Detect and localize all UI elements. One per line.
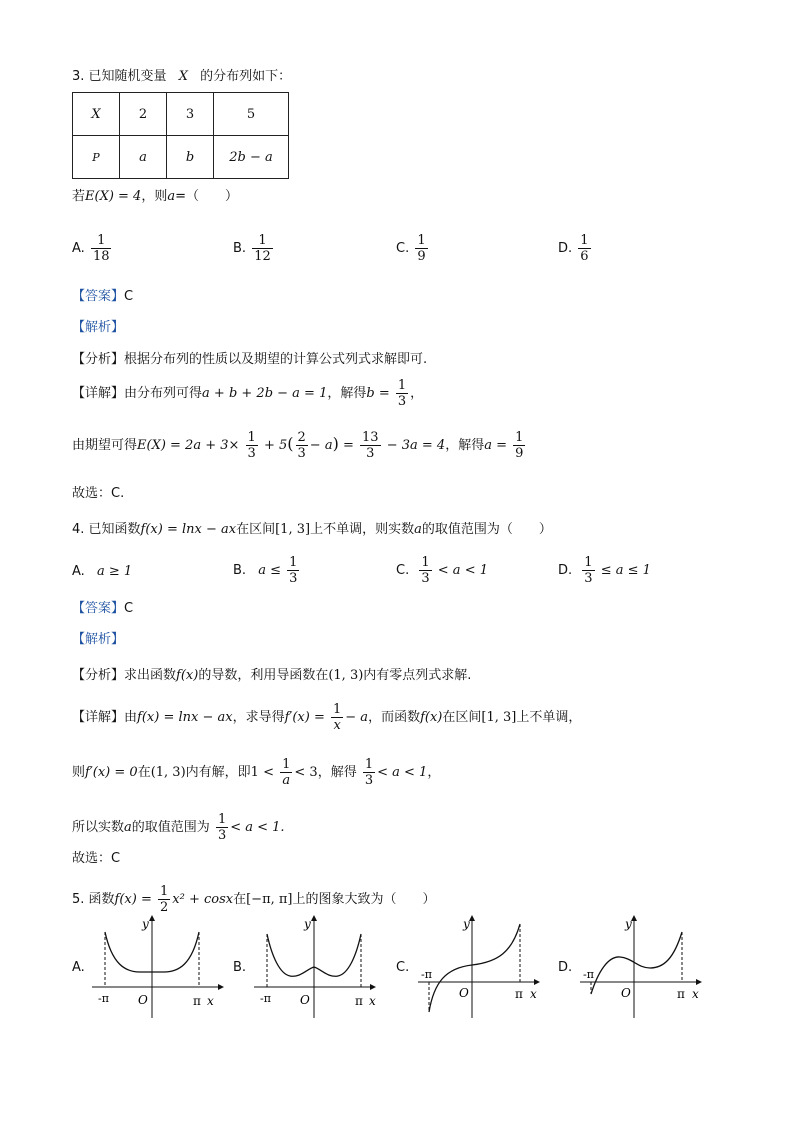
q5-interval: [−π, π] [246,892,293,907]
xj-text: 则 [72,765,86,780]
origin-label: O [300,993,310,1007]
xj-eq: 1 < [250,765,274,780]
frac-num: 13 [362,430,379,445]
answer-value: C [124,601,134,616]
xj-eq: < a < 1. [230,820,285,835]
q3-fenxi [72,351,427,369]
table-row [73,136,289,179]
y-label: y [142,917,149,931]
frac-num: 1 [247,430,256,445]
frac-num: 1 [160,884,169,899]
x-label: x [530,987,537,1001]
table-cell: 2 [120,93,167,136]
q3-var: X [178,69,188,84]
xj-eq: f′(x) = 0 [85,765,138,780]
xj-text: ， [427,765,441,780]
q4-fenxi [72,667,471,685]
frac-den: 3 [421,571,430,586]
q4-option-c[interactable] [396,555,488,586]
q3-cond-pre: 若 [72,189,86,204]
x-axis-arrow [218,984,224,990]
q4-stem [72,521,552,539]
xj-text: ， [410,386,424,401]
q3-analysis [72,319,124,337]
q5-graph-d[interactable] [578,912,713,1020]
frac-den: 3 [217,828,227,843]
q4-stem-text: 4. 已知函数 [72,522,141,537]
option-label: A. [72,564,85,579]
q3-cond-tail: =（ ） [175,189,239,204]
xj-eq: f(x) [420,710,443,725]
q5-option-a-label: A. [72,960,85,975]
q5-option-c-label: C. [396,960,410,975]
x-axis-arrow [370,984,376,990]
y-label: y [463,917,470,931]
q4-option-d[interactable] [558,555,651,586]
y-axis-arrow [311,915,317,921]
y-label: y [304,917,311,931]
xj-eq: a [124,820,132,835]
frac-num: 1 [91,233,112,249]
xj-text: 上不单调， [516,710,582,725]
fenxi-math: (1, 3) [328,668,364,683]
xj-text: ，解得 [445,438,485,453]
xj-eq: − a [345,710,369,725]
q3-stem-end: 的分布列如下： [200,69,292,84]
q4-stem-text: 在区间 [236,522,276,537]
q4-xiangjie-1 [72,702,581,733]
frac-den: 18 [92,249,110,264]
y-label: y [625,917,632,931]
option-label: C. [396,563,410,578]
q3-cond-a: a [167,189,176,204]
y-axis-arrow [149,915,155,921]
xj-eq: (1, 3) [150,765,186,780]
xj-text: 由分布列可得 [124,386,203,401]
q3-select [72,485,124,503]
xj-text: 所以实数 [72,820,125,835]
q4-xiangjie-3 [72,812,285,843]
xj-eq: − 3a = 4 [386,438,446,453]
frac-num: 1 [333,702,342,717]
origin-label: O [621,986,631,1000]
xj-text: 由 [124,710,138,725]
y-axis-arrow [469,915,475,921]
option-label: B. [233,241,247,256]
xj-text: ，而函数 [368,710,421,725]
frac-den: 9 [515,446,524,461]
xj-eq: < a < 1 [377,765,428,780]
q4-func: f(x) = lnx − ax [140,522,237,537]
xj-eq: f′(x) = [284,710,325,725]
q5-graph-c[interactable] [416,912,551,1020]
fenxi-tag: 【分析】 [72,352,125,367]
frac-den: 3 [289,571,298,586]
frac-num: 1 [584,555,593,570]
table-cell: X [73,93,120,136]
q3-option-c[interactable] [396,233,430,264]
xiangjie-tag: 【详解】 [72,710,125,725]
pi-label: π [355,994,363,1008]
q4-stem-text: 上不单调，则实数 [310,522,415,537]
select-text: 故选：C [72,851,121,866]
option-text: a ≥ 1 [96,564,133,579]
frac-num: 1 [217,812,227,827]
option-label: B. [233,563,247,578]
option-label: D. [558,241,573,256]
table-cell: P [73,136,120,179]
q4-answer [72,600,133,618]
frac-num: 2 [297,430,306,445]
q4-interval: [1, 3] [275,522,311,537]
xj-text: ，解得 [317,765,357,780]
fenxi-text: 内有零点列式求解. [363,668,472,683]
neg-pi-label: -π [421,968,432,981]
frac-num: 1 [282,757,291,772]
origin-label: O [138,993,148,1007]
q5-option-b-label: B. [233,960,247,975]
fenxi-math: f(x) [176,668,199,683]
q3-option-a[interactable] [72,233,113,264]
frac-num: 1 [289,555,298,570]
option-text: < a < 1 [437,563,488,578]
pi-label: π [193,994,201,1008]
xj-eq: [1, 3] [481,710,517,725]
xiangjie-tag: 【详解】 [72,386,125,401]
fenxi-text: 根据分布列的性质以及期望的计算公式列式求解即可. [124,352,428,367]
q3-xiangjie-1 [72,378,423,409]
frac-den: 3 [297,446,306,461]
q5-stem-text: 5. 函数 [72,892,115,907]
frac-den: x [333,718,341,733]
xj-text: ，求导得 [232,710,285,725]
pi-label: π [515,987,523,1001]
q3-xiangjie-2: 由期望可得E(X) = 2a + 3× $\frac{1}{3}$ + 5( $\frac{2}{3}$ − a) = $\frac{13}{3}$ − 3a = 4，解得a = $\frac{1}{9}$ [72,430,524,461]
xj-eq: + 5 [263,438,288,453]
table-cell: 2b − a [214,136,289,179]
answer-tag: 【答案】 [72,601,125,616]
q5-stem [72,884,436,915]
table-row [73,93,289,136]
fenxi-text: 的导数，利用导函数在 [198,668,329,683]
option-label: C. [396,241,410,256]
table-cell: b [167,136,214,179]
frac-den: 3 [366,446,375,461]
xj-text: 的取值范围为 [131,820,210,835]
q5-graph-b[interactable] [252,912,387,1020]
x-axis-arrow [696,979,702,985]
table-cell: 3 [167,93,214,136]
option-text: a ≤ [258,563,281,578]
x-label: x [369,994,376,1008]
frac-den: 9 [417,249,426,264]
frac-num: 1 [364,757,374,772]
xj-eq: a = [484,438,507,453]
pi-label: π [677,987,685,1001]
x-label: x [207,994,214,1008]
frac-num: 1 [421,555,430,570]
answer-tag: 【答案】 [72,289,125,304]
q5-stem-text: 在 [233,892,247,907]
xj-eq: f(x) = lnx − ax [137,710,233,725]
frac-den: 3 [397,394,407,409]
origin-label: O [459,986,469,1000]
distribution-table [72,92,289,179]
q4-analysis [72,631,124,649]
q3-cond: E(X) = 4 [85,189,142,204]
q3-stem [72,68,291,86]
option-label: D. [558,563,573,578]
frac-den: 3 [364,773,374,788]
curve [591,932,682,994]
xj-eq: < 3 [294,765,318,780]
xj-text: 由期望可得 [72,438,138,453]
xj-eq: − a [309,438,333,453]
xj-text: 在区间 [442,710,482,725]
xj-text: 内有解，即 [185,765,251,780]
analysis-tag: 【解析】 [72,632,125,647]
frac-num: 1 [580,233,589,248]
neg-pi-label: -π [260,992,271,1005]
select-text: 故选：C. [72,486,125,501]
q4-stem-text: 的取值范围为（ ） [421,522,552,537]
q5-func: x² + cosx [172,892,234,907]
q4-xiangjie-2 [72,757,440,788]
q4-option-b[interactable] [233,555,301,586]
fenxi-text: 求出函数 [124,668,177,683]
xj-eq: E(X) = 2a + 3× [137,438,240,453]
xj-text: 在 [137,765,151,780]
q3-cond-post: ，则 [141,189,168,204]
q5-stem-text: 上的图象大致为（ ） [292,892,436,907]
y-axis-arrow [631,915,637,921]
frac-num: 1 [515,430,524,445]
fenxi-tag: 【分析】 [72,668,125,683]
q3-answer [72,288,133,306]
analysis-tag: 【解析】 [72,320,125,335]
frac-den: 2 [160,900,169,915]
q5-option-d-label: D. [558,960,573,975]
xj-text: ，解得 [327,386,367,401]
neg-pi-label: -π [98,992,109,1005]
q5-func: f(x) = [114,892,152,907]
xj-eq: a + b + 2b − a = 1 [202,386,328,401]
frac-num: 1 [252,233,273,249]
frac-den: a [282,773,291,788]
curve [429,924,520,1012]
option-text: ≤ a ≤ 1 [600,563,651,578]
table-cell: 5 [214,93,289,136]
q4-option-a[interactable] [72,564,132,579]
frac-den: 3 [247,446,256,461]
x-label: x [692,987,699,1001]
q3-condition [72,188,238,206]
frac-num: 1 [417,233,426,248]
frac-num: 1 [397,378,407,393]
xj-eq: = [342,438,354,453]
neg-pi-label: -π [583,968,594,981]
xj-eq: b = [366,386,390,401]
answer-value: C [124,289,134,304]
option-label: A. [72,241,85,256]
frac-den: 3 [584,571,593,586]
q5-graph-a[interactable] [90,912,225,1020]
q4-select [72,850,120,868]
q3-option-d[interactable] [558,233,593,264]
x-axis-arrow [534,979,540,985]
frac-den: 12 [254,249,271,264]
table-cell: a [120,136,167,179]
q3-stem-text: 3. 已知随机变量 [72,69,167,84]
q4-a: a [414,522,422,537]
frac-den: 6 [580,249,589,264]
q3-option-b[interactable] [233,233,275,264]
